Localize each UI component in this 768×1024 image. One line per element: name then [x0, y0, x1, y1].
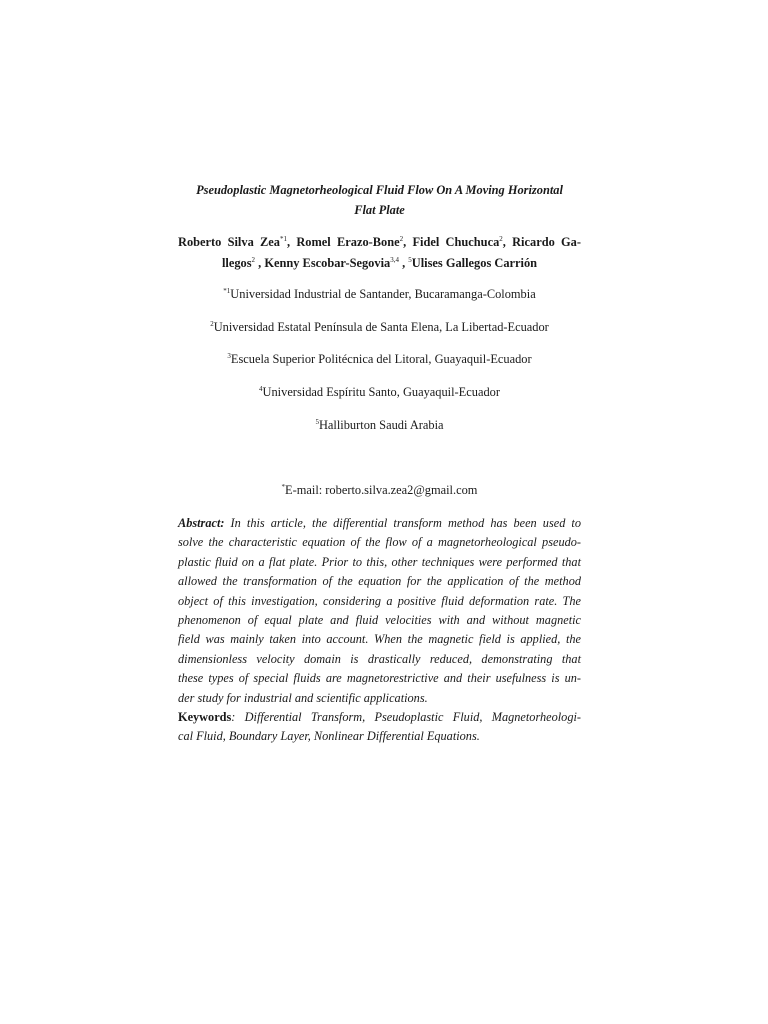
- author-list: [178, 232, 581, 273]
- author-affiliation-marker: 5: [408, 255, 412, 264]
- author-affiliation-marker: 2: [399, 235, 404, 243]
- author-name: Fidel Chuchuca: [412, 235, 500, 249]
- keywords-line: Keywords: Differential Transform, Pseudoplastic Fluid, Magnetorheologi-: [178, 710, 581, 725]
- affiliation-marker: 3: [227, 352, 231, 360]
- abstract-line: dimensionless velocity domain is drastically reduced, demonstrating that: [178, 651, 581, 666]
- abstract-line: these types of special fluids are magnetorestrictive and their usefulness is un-: [178, 671, 581, 686]
- keywords-heading: Keywords: [178, 710, 232, 725]
- author-affiliation-marker: *1: [279, 235, 287, 243]
- author-name: llegos: [221, 255, 252, 270]
- author-affiliation-marker: 2: [499, 235, 503, 243]
- affiliation: $^4$Universidad Espíritu Santo, Guayaquil-Ecuador: [259, 385, 500, 399]
- author-name: Kenny Escobar-Segovia: [264, 255, 391, 270]
- paper-title: [178, 181, 581, 220]
- author-name: Ulises Gallegos Carrión: [411, 255, 538, 270]
- abstract-line: object of this investigation, considering a positive fluid deformation rate. The: [178, 593, 581, 608]
- affiliation-marker: 5: [315, 418, 319, 426]
- abstract: [178, 514, 581, 747]
- abstract-line: allowed the transformation of the equation for the application of the method: [178, 574, 581, 589]
- author-affiliation-marker: 2: [251, 255, 256, 264]
- author-line-1: Roberto Silva Zea$^{*1}$, Romel Erazo-Bone$^2$, Fidel Chuchuca$^2$, Ricardo Ga-: [178, 235, 581, 249]
- author-name: Roberto Silva Zea: [178, 235, 280, 249]
- abstract-line: Abstract: In this article, the differential transform method has been used to: [178, 516, 581, 530]
- author-name: Romel Erazo-Bone: [296, 235, 400, 249]
- title-line-2: Flat Plate: [354, 202, 405, 217]
- affiliation-marker: 4: [259, 385, 263, 393]
- keywords-line: cal Fluid, Boundary Layer, Nonlinear Differential Equations.: [178, 729, 480, 744]
- abstract-line: phenomenon of equal plate and fluid velocities with and without magnetic: [178, 613, 581, 628]
- corresponding-email: *E-mail: roberto.silva.zea2@gmail.com: [281, 483, 478, 497]
- affiliation-marker: 2: [210, 320, 214, 328]
- author-affiliation-marker: 3,4: [390, 255, 399, 264]
- abstract-heading: Abstract:: [178, 516, 225, 530]
- affiliation: $^2$Universidad Estatal Península de Santa Elena, La Libertad-Ecuador: [210, 320, 549, 334]
- affiliation-marker: *1: [223, 287, 231, 295]
- affiliation: $^{*1}$Universidad Industrial de Santander, Bucaramanga-Colombia: [223, 287, 536, 301]
- email-marker: *: [281, 483, 286, 491]
- abstract-line: field was mainly taken into account. When the magnetic field is applied, the: [178, 632, 581, 647]
- author-line-2: llegos$^2$ , Kenny Escobar-Segovia$^{3,4}$ , $^5$Ulises Gallegos Carrión: [221, 255, 538, 270]
- author-name: Ricardo Ga-: [512, 235, 581, 249]
- affiliation: $^5$Halliburton Saudi Arabia: [315, 418, 444, 432]
- abstract-line: plastic fluid on a flat plate. Prior to this, other techniques were performed that: [178, 554, 581, 569]
- affiliation: $^3$Escuela Superior Politécnica del Litoral, Guayaquil-Ecuador: [227, 352, 532, 366]
- abstract-line: der study for industrial and scientific applications.: [178, 690, 428, 705]
- title-line-1: Pseudoplastic Magnetorheological Fluid Flow On A Moving Horizontal: [196, 183, 563, 197]
- abstract-line: solve the characteristic equation of the flow of a magnetorheological pseudo-: [178, 535, 581, 550]
